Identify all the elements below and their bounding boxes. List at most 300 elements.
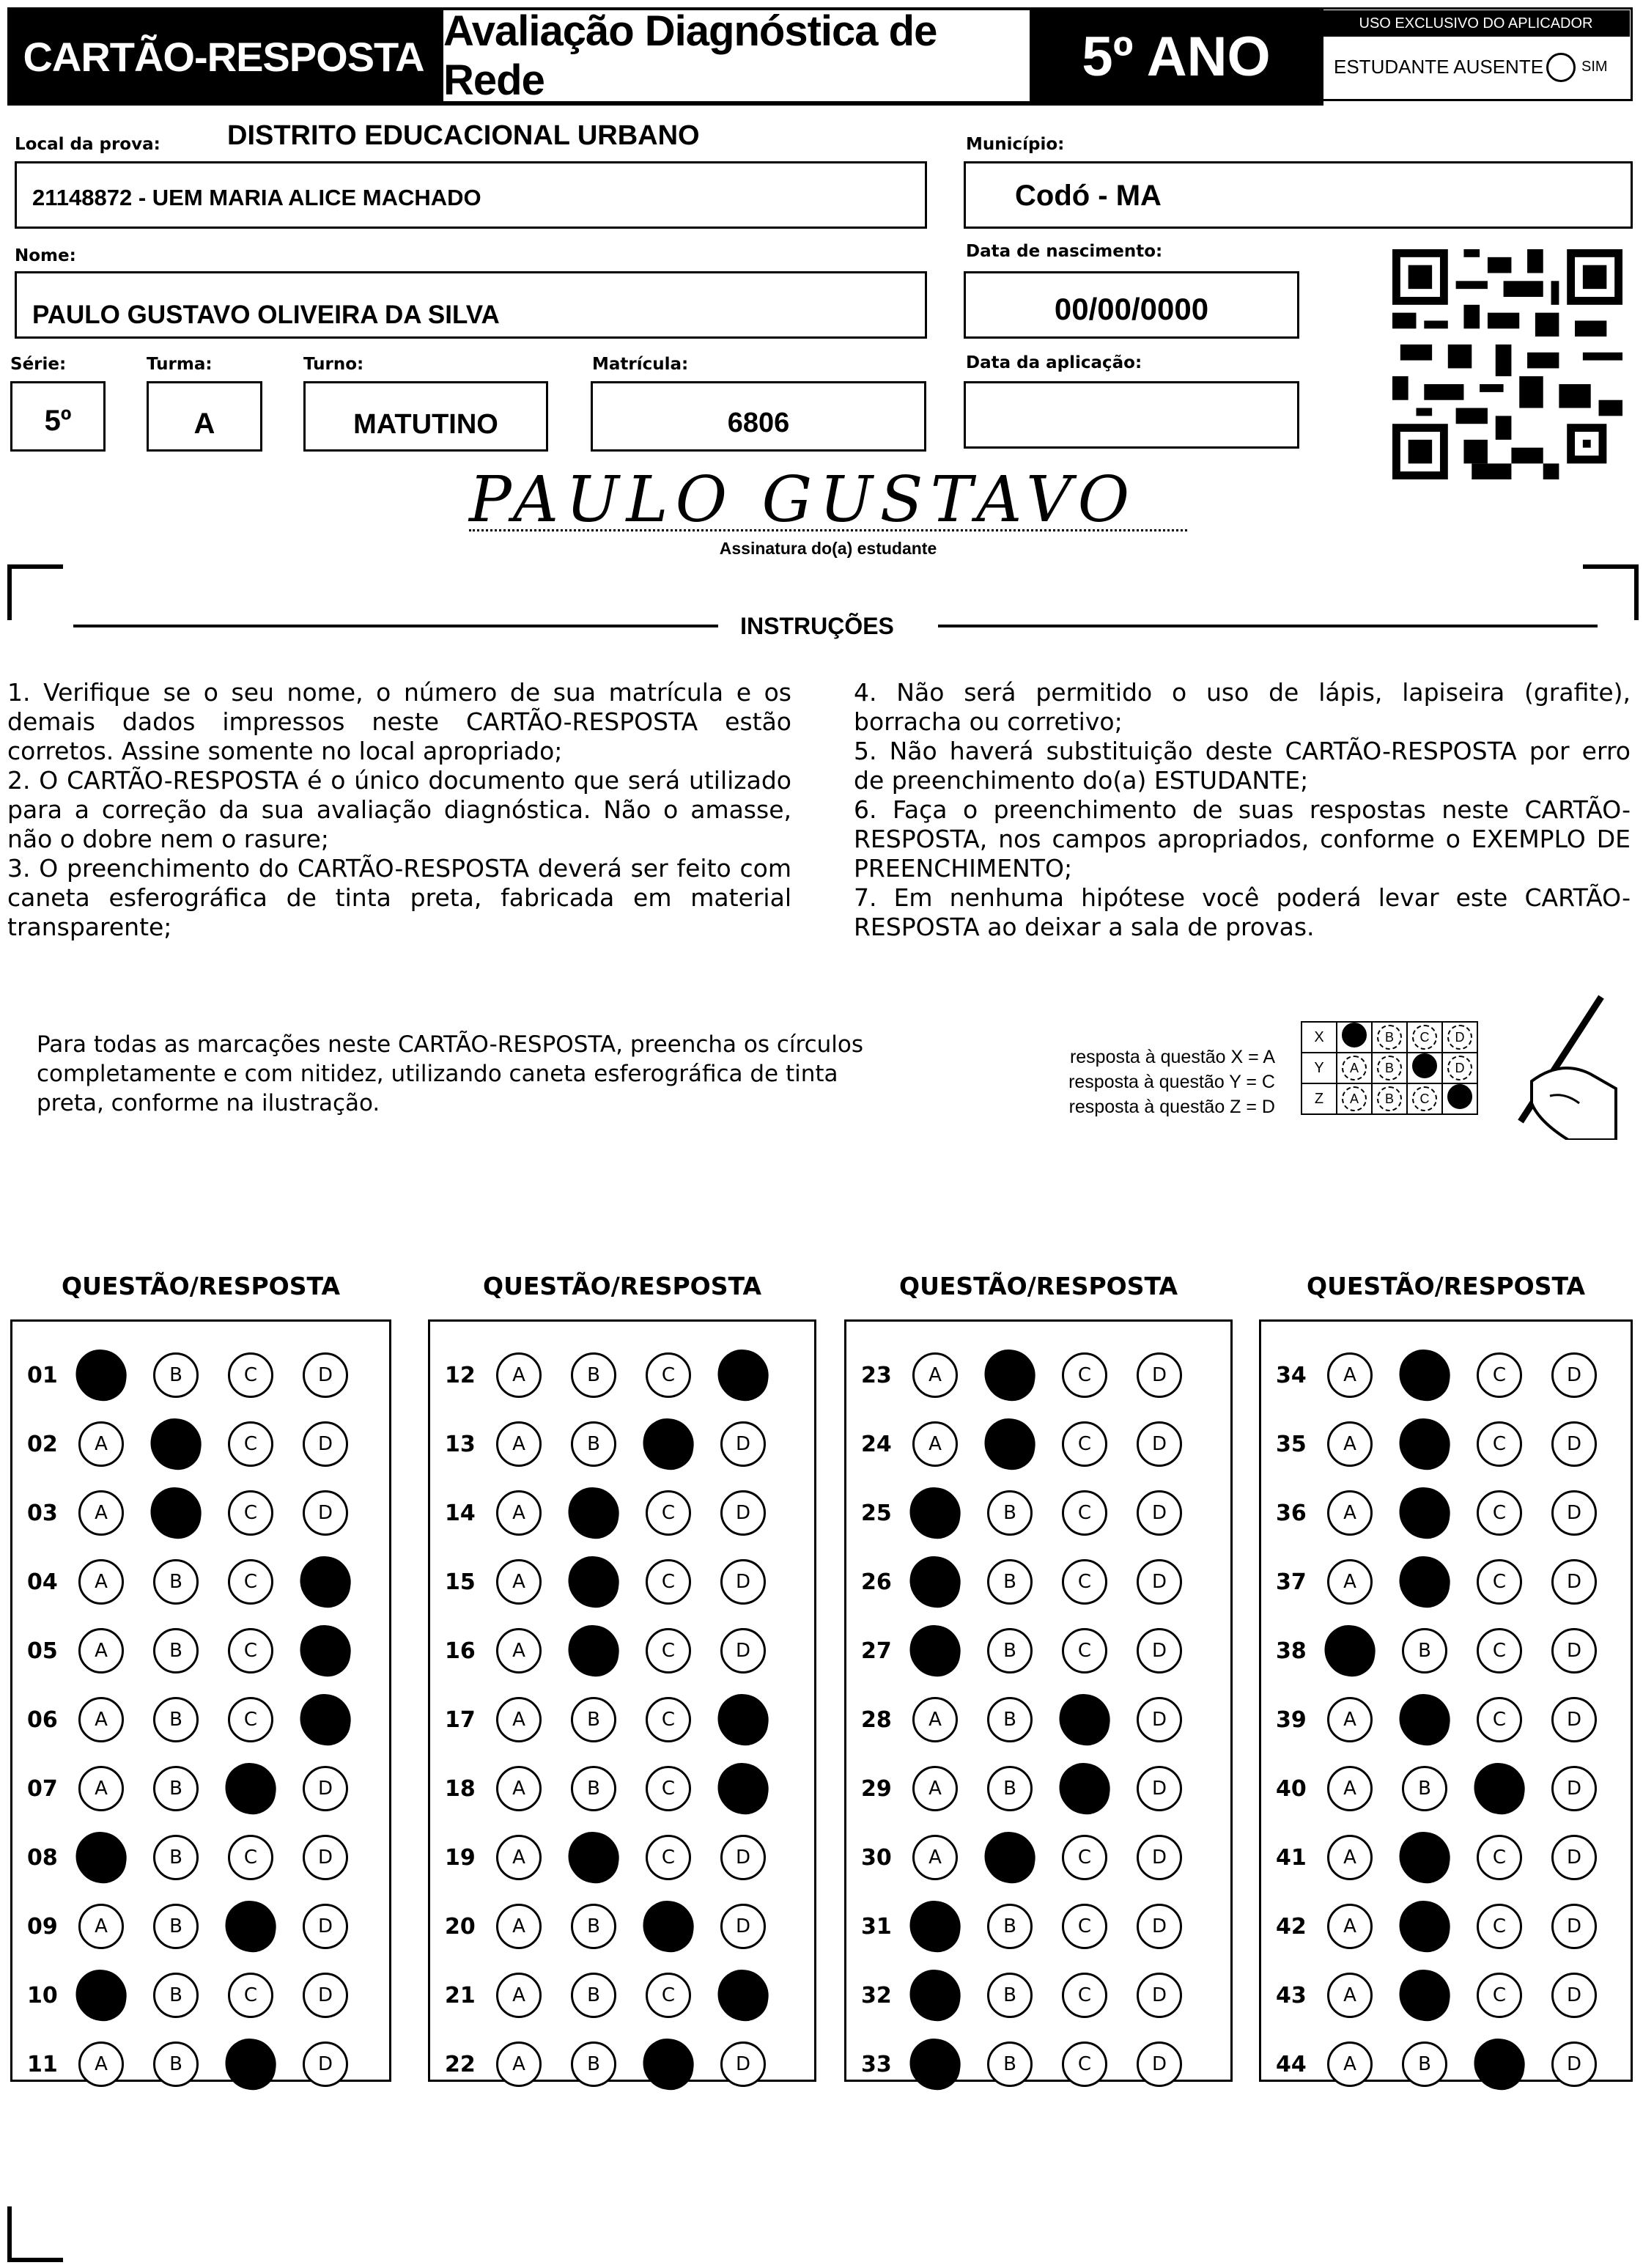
answer-bubble-c[interactable]: C (646, 1835, 691, 1880)
answer-bubble-c-marked[interactable] (640, 1898, 697, 1955)
answer-bubble-a[interactable]: A (78, 1697, 124, 1742)
answer-bubble-c[interactable]: C (1477, 1973, 1522, 2018)
answer-bubble-a[interactable]: A (496, 1421, 542, 1467)
answer-bubble-d-marked[interactable] (297, 1622, 354, 1679)
column-header: QUESTÃO/RESPOSTA (1307, 1272, 1585, 1300)
answer-panel (10, 1319, 391, 2082)
answer-bubble-d[interactable]: D (1551, 1352, 1597, 1398)
answer-bubble-a[interactable]: A (496, 1835, 542, 1880)
answer-bubble-c[interactable]: C (1062, 1559, 1107, 1605)
answer-bubble-b-marked[interactable] (1396, 1553, 1453, 1610)
answer-bubble-d[interactable]: D (1551, 1973, 1597, 2018)
question-row (430, 1418, 795, 1470)
answer-bubble-d[interactable]: D (1551, 1559, 1597, 1605)
example-bubble-a (1342, 1023, 1367, 1048)
question-number: 37 (1276, 1569, 1307, 1595)
answer-bubble-a-marked[interactable] (73, 1829, 130, 1886)
answer-bubble-a-marked[interactable] (73, 1967, 130, 2024)
answer-bubble-a[interactable]: A (912, 1766, 958, 1811)
answer-bubble-d[interactable]: D (1551, 2041, 1597, 2087)
answer-bubble-b[interactable]: B (153, 1904, 199, 1949)
answer-bubble-d-marked[interactable] (297, 1691, 354, 1748)
exam-name: Avaliação Diagnóstica de Rede (443, 10, 1030, 101)
question-number: 42 (1276, 1913, 1307, 1940)
answer-bubble-a-marked[interactable] (907, 1484, 964, 1542)
question-row (1261, 2039, 1626, 2090)
example-cell (1337, 1083, 1372, 1114)
answer-bubble-d[interactable]: D (1137, 1490, 1182, 1536)
municipio-value: Codó - MA (1015, 180, 1162, 212)
example-cell (1407, 1053, 1442, 1083)
student-name: PAULO GUSTAVO OLIVEIRA DA SILVA (32, 301, 500, 329)
answer-bubble-a[interactable]: A (1327, 1973, 1373, 2018)
answer-bubble-b-marked[interactable] (565, 1622, 622, 1679)
answer-bubble-a[interactable]: A (1327, 1766, 1373, 1811)
answer-bubble-a-marked[interactable] (73, 1347, 130, 1404)
answer-bubble-d-marked[interactable] (715, 1347, 772, 1404)
answer-bubble-a-marked[interactable] (907, 1553, 964, 1610)
question-number: 07 (27, 1775, 58, 1802)
column-header: QUESTÃO/RESPOSTA (899, 1272, 1178, 1300)
question-number: 28 (861, 1706, 892, 1733)
instruction-1: 1. Verifique se o seu nome, o número de sua matrícula e os demais dados impressos neste CARTÃO-RESPOSTA estão corretos. Assine somente no local apropriado; (7, 678, 791, 765)
corner-mark-top-left (7, 564, 63, 620)
answer-bubble-a[interactable]: A (78, 1490, 124, 1536)
answer-bubble-a[interactable]: A (912, 1421, 958, 1467)
answer-bubble-c[interactable]: C (228, 1559, 273, 1605)
example-row (1302, 1083, 1477, 1114)
answer-bubble-d[interactable]: D (1551, 1628, 1597, 1674)
answer-bubble-d-marked[interactable] (297, 1553, 354, 1610)
answer-bubble-d[interactable]: D (720, 1421, 766, 1467)
answer-bubble-c[interactable]: C (1062, 1490, 1107, 1536)
answer-bubble-c[interactable]: C (1477, 1559, 1522, 1605)
question-number: 29 (861, 1775, 892, 1802)
answer-bubble-b-marked[interactable] (565, 1484, 622, 1542)
answer-bubble-b-marked[interactable] (981, 1829, 1038, 1886)
answer-bubble-d[interactable]: D (1137, 1904, 1182, 1949)
answer-bubble-b-marked[interactable] (565, 1829, 622, 1886)
example-cell (1372, 1022, 1407, 1053)
answer-bubble-a[interactable]: A (496, 1766, 542, 1811)
question-row (1261, 1418, 1626, 1470)
answer-bubble-b-marked[interactable] (1396, 1415, 1453, 1473)
example-bubble-c (1412, 1053, 1437, 1078)
answer-bubble-b[interactable]: B (571, 1421, 616, 1467)
instruction-2: 2. O CARTÃO-RESPOSTA é o único documento que será utilizado para a correção da sua avaliação diagnóstica. Não o amasse, não o dobre nem o rasure; (7, 766, 791, 853)
answer-bubble-c[interactable]: C (1062, 1973, 1107, 2018)
example-cell (1372, 1053, 1407, 1083)
answer-bubble-d[interactable]: D (1137, 1835, 1182, 1880)
answer-bubble-b[interactable]: B (987, 1766, 1033, 1811)
answer-bubble-c[interactable]: C (646, 1697, 691, 1742)
answer-bubble-c-marked[interactable] (1056, 1691, 1113, 1748)
answer-bubble-c-marked[interactable] (222, 1760, 279, 1817)
answer-bubble-a[interactable]: A (496, 2041, 542, 2087)
corner-mark-bottom-left (7, 2206, 63, 2262)
example-legend-z: resposta à questão Z = D (1068, 1097, 1275, 1117)
example-cell (1337, 1053, 1372, 1083)
answer-bubble-d[interactable]: D (1551, 1421, 1597, 1467)
answer-bubble-d[interactable]: D (1137, 1628, 1182, 1674)
signature-caption: Assinatura do(a) estudante (719, 539, 937, 558)
answer-bubble-c[interactable]: C (228, 1421, 273, 1467)
answer-bubble-a-marked[interactable] (1321, 1622, 1378, 1679)
question-row (1261, 1694, 1626, 1745)
answer-bubble-b[interactable]: B (153, 1835, 199, 1880)
answer-bubble-a[interactable]: A (1327, 1490, 1373, 1536)
answer-bubble-c-marked[interactable] (222, 1898, 279, 1955)
question-number: 20 (445, 1913, 476, 1940)
answer-bubble-b-marked[interactable] (1396, 1691, 1453, 1748)
question-number: 01 (27, 1362, 58, 1388)
answer-bubble-d[interactable]: D (1137, 2041, 1182, 2087)
answer-bubble-a-marked[interactable] (907, 2036, 964, 2093)
answer-bubble-a-marked[interactable] (907, 1898, 964, 1955)
answer-bubble-b[interactable]: B (987, 1697, 1033, 1742)
answer-bubble-a[interactable]: A (78, 1904, 124, 1949)
question-number: 34 (1276, 1362, 1307, 1388)
answer-bubble-b[interactable]: B (1402, 2041, 1447, 2087)
answer-bubble-c[interactable]: C (1477, 1835, 1522, 1880)
example-bubble-d: D (1447, 1056, 1472, 1080)
question-row (12, 1694, 377, 1745)
question-row (1261, 1625, 1626, 1676)
question-row (1261, 1487, 1626, 1539)
answer-bubble-d[interactable]: D (720, 2041, 766, 2087)
question-number: 40 (1276, 1775, 1307, 1802)
answer-bubble-d[interactable]: D (720, 1559, 766, 1605)
question-number: 19 (445, 1844, 476, 1871)
question-row (1261, 1350, 1626, 1401)
answer-bubble-d[interactable]: D (1137, 1973, 1182, 2018)
question-number: 23 (861, 1362, 892, 1388)
answer-bubble-a[interactable]: A (1327, 1352, 1373, 1398)
answer-bubble-c[interactable]: C (1062, 1628, 1107, 1674)
school-name: 21148872 - UEM MARIA ALICE MACHADO (32, 185, 481, 210)
card-title: CARTÃO-RESPOSTA (15, 15, 432, 98)
answer-bubble-b[interactable]: B (571, 1697, 616, 1742)
answer-bubble-d-marked[interactable] (715, 1691, 772, 1748)
question-row (12, 1556, 377, 1608)
answer-bubble-a[interactable]: A (912, 1352, 958, 1398)
answer-bubble-a[interactable]: A (912, 1835, 958, 1880)
aplicacao-label: Data da aplicação: (966, 353, 1142, 372)
question-number: 31 (861, 1913, 892, 1940)
question-number: 18 (445, 1775, 476, 1802)
example-cell (1407, 1022, 1442, 1053)
corner-mark-top-right (1583, 564, 1639, 620)
answer-bubble-d[interactable]: D (303, 1421, 348, 1467)
answer-bubble-d[interactable]: D (1137, 1697, 1182, 1742)
answer-bubble-c[interactable]: C (228, 1490, 273, 1536)
signature-handwritten: PAULO GUSTAVO (469, 463, 1137, 537)
question-row (846, 1350, 1211, 1401)
answer-bubble-a[interactable]: A (1327, 1421, 1373, 1467)
instruction-5: 5. Não haverá substituição deste CARTÃO-RESPOSTA por erro de preenchimento do(a) ESTUDANTE; (854, 737, 1631, 795)
answer-bubble-d[interactable]: D (1137, 1766, 1182, 1811)
example-legend-y: resposta à questão Y = C (1068, 1072, 1275, 1092)
example-legend-x: resposta à questão X = A (1069, 1047, 1275, 1067)
instruction-4: 4. Não será permitido o uso de lápis, lapiseira (grafite), borracha ou corretivo; (854, 678, 1631, 736)
answer-bubble-d-marked[interactable] (715, 1967, 772, 2024)
answer-bubble-b[interactable]: B (1402, 1766, 1447, 1811)
answer-bubble-b-marked[interactable] (981, 1347, 1038, 1404)
question-number: 43 (1276, 1982, 1307, 2009)
district-name: DISTRITO EDUCACIONAL URBANO (227, 120, 700, 151)
answer-bubble-d[interactable]: D (1137, 1421, 1182, 1467)
example-cell (1407, 1083, 1442, 1114)
answer-bubble-c-marked[interactable] (1056, 1760, 1113, 1817)
answer-bubble-d[interactable]: D (303, 2041, 348, 2087)
answer-bubble-d[interactable]: D (303, 1490, 348, 1536)
example-bubble-c: C (1412, 1086, 1437, 1111)
answer-bubble-c[interactable]: C (1477, 1697, 1522, 1742)
answer-bubble-b-marked[interactable] (1396, 1829, 1453, 1886)
question-row (1261, 1901, 1626, 1952)
answer-bubble-b[interactable]: B (987, 1904, 1033, 1949)
answer-bubble-b[interactable]: B (153, 1973, 199, 2018)
answer-bubble-d[interactable]: D (1551, 1766, 1597, 1811)
answer-bubble-c[interactable]: C (646, 1559, 691, 1605)
answer-bubble-a[interactable]: A (496, 1697, 542, 1742)
question-number: 17 (445, 1706, 476, 1733)
question-number: 09 (27, 1913, 58, 1940)
answer-bubble-a[interactable]: A (1327, 1697, 1373, 1742)
answer-bubble-d[interactable]: D (1551, 1835, 1597, 1880)
answer-bubble-d[interactable]: D (720, 1835, 766, 1880)
answer-bubble-b[interactable]: B (153, 1766, 199, 1811)
answer-bubble-b[interactable]: B (153, 1352, 199, 1398)
answer-bubble-b[interactable]: B (987, 1973, 1033, 2018)
answer-bubble-c[interactable]: C (1062, 1421, 1107, 1467)
answer-bubble-a[interactable]: A (496, 1628, 542, 1674)
answer-panel (844, 1319, 1233, 2082)
answer-bubble-c[interactable]: C (1477, 1628, 1522, 1674)
question-number: 13 (445, 1431, 476, 1457)
question-row (12, 1625, 377, 1676)
answer-bubble-b[interactable]: B (987, 1559, 1033, 1605)
answer-bubble-d-marked[interactable] (715, 1760, 772, 1817)
answer-bubble-d[interactable]: D (303, 1352, 348, 1398)
answer-bubble-d[interactable]: D (303, 1835, 348, 1880)
question-number: 04 (27, 1569, 58, 1595)
answer-bubble-b-marked[interactable] (147, 1415, 204, 1473)
answer-bubble-c[interactable]: C (646, 1352, 691, 1398)
example-cell (1372, 1083, 1407, 1114)
answer-bubble-c[interactable]: C (646, 1973, 691, 2018)
answer-bubble-b-marked[interactable] (1396, 1967, 1453, 2024)
answer-bubble-c[interactable]: C (1477, 1352, 1522, 1398)
question-row (846, 1556, 1211, 1608)
answer-bubble-b[interactable]: B (153, 1697, 199, 1742)
answer-bubble-b-marked[interactable] (147, 1484, 204, 1542)
answer-bubble-c-marked[interactable] (222, 2036, 279, 2093)
question-row (12, 1350, 377, 1401)
answer-bubble-c-marked[interactable] (1471, 2036, 1528, 2093)
example-bubble-b: B (1377, 1056, 1402, 1080)
answer-bubble-c[interactable]: C (1062, 2041, 1107, 2087)
question-number: 44 (1276, 2051, 1307, 2077)
municipio-label: Município: (966, 135, 1065, 154)
answer-bubble-d[interactable]: D (1137, 1559, 1182, 1605)
answer-bubble-a[interactable]: A (78, 1766, 124, 1811)
absent-label: ESTUDANTE AUSENTE (1334, 56, 1544, 78)
answer-bubble-b[interactable]: B (987, 1490, 1033, 1536)
answer-bubble-a[interactable]: A (496, 1904, 542, 1949)
question-number: 15 (445, 1569, 476, 1595)
instructions-rule-left (73, 625, 718, 627)
question-number: 35 (1276, 1431, 1307, 1457)
answer-bubble-b-marked[interactable] (981, 1415, 1038, 1473)
answer-bubble-a[interactable]: A (912, 1697, 958, 1742)
answer-bubble-c[interactable]: C (646, 1490, 691, 1536)
answer-bubble-d[interactable]: D (303, 1766, 348, 1811)
answer-bubble-c[interactable]: C (646, 1628, 691, 1674)
example-legend (1033, 1045, 1275, 1119)
example-bubble-b: B (1377, 1025, 1402, 1050)
answer-bubble-c[interactable]: C (228, 1628, 273, 1674)
local-label: Local da prova: (15, 135, 160, 154)
question-number: 02 (27, 1431, 58, 1457)
question-row (846, 1694, 1211, 1745)
example-cell (1442, 1083, 1477, 1114)
answer-bubble-c-marked[interactable] (640, 1415, 697, 1473)
question-row (12, 1901, 377, 1952)
answer-bubble-d[interactable]: D (720, 1904, 766, 1949)
question-number: 39 (1276, 1706, 1307, 1733)
example-cell (1442, 1022, 1477, 1053)
answer-bubble-c[interactable]: C (228, 1352, 273, 1398)
answer-bubble-c[interactable]: C (228, 1835, 273, 1880)
question-number: 16 (445, 1638, 476, 1664)
example-table (1301, 1021, 1478, 1115)
answer-bubble-c[interactable]: C (1477, 1421, 1522, 1467)
answer-bubble-a[interactable]: A (78, 1421, 124, 1467)
answer-bubble-d[interactable]: D (1551, 1490, 1597, 1536)
answer-bubble-a[interactable]: A (78, 2041, 124, 2087)
serie-label: Série: (10, 355, 67, 374)
answer-bubble-c[interactable]: C (1477, 1904, 1522, 1949)
absent-bubble[interactable] (1546, 53, 1576, 82)
question-row (1261, 1763, 1626, 1814)
turno-label: Turno: (303, 355, 364, 374)
answer-bubble-b[interactable]: B (153, 1559, 199, 1605)
question-row (430, 1694, 795, 1745)
answer-bubble-c[interactable]: C (1062, 1904, 1107, 1949)
question-number: 25 (861, 1500, 892, 1526)
question-row (846, 1625, 1211, 1676)
question-row (1261, 1832, 1626, 1883)
answer-bubble-d[interactable]: D (720, 1490, 766, 1536)
absent-option: SIM (1581, 59, 1608, 75)
answer-bubble-a-marked[interactable] (907, 1967, 964, 2024)
example-question: X (1302, 1022, 1337, 1053)
qr-code-icon (1392, 249, 1622, 479)
answer-bubble-c-marked[interactable] (640, 2036, 697, 2093)
question-row (430, 1625, 795, 1676)
answer-bubble-a[interactable]: A (496, 1490, 542, 1536)
answer-bubble-c[interactable]: C (1062, 1835, 1107, 1880)
question-number: 30 (861, 1844, 892, 1871)
answer-bubble-d[interactable]: D (1551, 1904, 1597, 1949)
example-bubble-a: A (1342, 1056, 1367, 1080)
question-number: 32 (861, 1982, 892, 2009)
answer-bubble-a[interactable]: A (1327, 2041, 1373, 2087)
question-row (12, 2039, 377, 2090)
question-number: 05 (27, 1638, 58, 1664)
answer-bubble-a[interactable]: A (1327, 1835, 1373, 1880)
question-row (12, 1970, 377, 2021)
example-cell (1337, 1022, 1372, 1053)
answer-bubble-b-marked[interactable] (1396, 1898, 1453, 1955)
answer-bubble-a[interactable]: A (496, 1559, 542, 1605)
answer-bubble-a[interactable]: A (1327, 1904, 1373, 1949)
answer-bubble-c[interactable]: C (1062, 1352, 1107, 1398)
answer-bubble-a[interactable]: A (78, 1559, 124, 1605)
answer-bubble-d[interactable]: D (1137, 1352, 1182, 1398)
answer-bubble-d[interactable]: D (720, 1628, 766, 1674)
question-number: 12 (445, 1362, 476, 1388)
question-number: 03 (27, 1500, 58, 1526)
answer-bubble-c[interactable]: C (228, 1697, 273, 1742)
answer-bubble-a-marked[interactable] (907, 1622, 964, 1679)
nascimento-value: 00/00/0000 (1054, 292, 1209, 326)
instructions-title: INSTRUÇÕES (740, 613, 894, 639)
answer-bubble-d[interactable]: D (1551, 1697, 1597, 1742)
answer-bubble-b[interactable]: B (571, 2041, 616, 2087)
answer-bubble-b-marked[interactable] (1396, 1484, 1453, 1542)
answer-bubble-a[interactable]: A (78, 1628, 124, 1674)
answer-bubble-b[interactable]: B (987, 2041, 1033, 2087)
answer-bubble-c[interactable]: C (1477, 1490, 1522, 1536)
question-row (430, 1763, 795, 1814)
answer-bubble-c[interactable]: C (646, 1766, 691, 1811)
example-row (1302, 1053, 1477, 1083)
question-row (12, 1487, 377, 1539)
question-number: 22 (445, 2051, 476, 2077)
answer-bubble-b[interactable]: B (1402, 1628, 1447, 1674)
answer-bubble-d[interactable]: D (303, 1973, 348, 2018)
question-number: 41 (1276, 1844, 1307, 1871)
answer-bubble-b[interactable]: B (571, 1352, 616, 1398)
answer-bubble-b-marked[interactable] (1396, 1347, 1453, 1404)
answer-bubble-a[interactable]: A (496, 1973, 542, 2018)
nome-label: Nome: (15, 246, 76, 265)
question-number: 38 (1276, 1638, 1307, 1664)
answer-bubble-b-marked[interactable] (565, 1553, 622, 1610)
answer-bubble-b[interactable]: B (987, 1628, 1033, 1674)
answer-bubble-b[interactable]: B (153, 1628, 199, 1674)
question-row (1261, 1970, 1626, 2021)
instructions-right (854, 678, 1631, 942)
question-number: 26 (861, 1569, 892, 1595)
answer-bubble-b[interactable]: B (153, 2041, 199, 2087)
answer-bubble-d[interactable]: D (303, 1904, 348, 1949)
aplicacao-box[interactable] (964, 381, 1299, 449)
answer-bubble-b[interactable]: B (571, 1766, 616, 1811)
answer-bubble-b[interactable]: B (571, 1973, 616, 2018)
answer-bubble-a[interactable]: A (1327, 1559, 1373, 1605)
question-number: 24 (861, 1431, 892, 1457)
answer-bubble-a[interactable]: A (496, 1352, 542, 1398)
answer-bubble-b[interactable]: B (571, 1904, 616, 1949)
example-question: Z (1302, 1083, 1337, 1114)
answer-bubble-c[interactable]: C (228, 1973, 273, 2018)
question-row (846, 2039, 1211, 2090)
answer-bubble-c-marked[interactable] (1471, 1760, 1528, 1817)
signature-line (469, 529, 1187, 531)
